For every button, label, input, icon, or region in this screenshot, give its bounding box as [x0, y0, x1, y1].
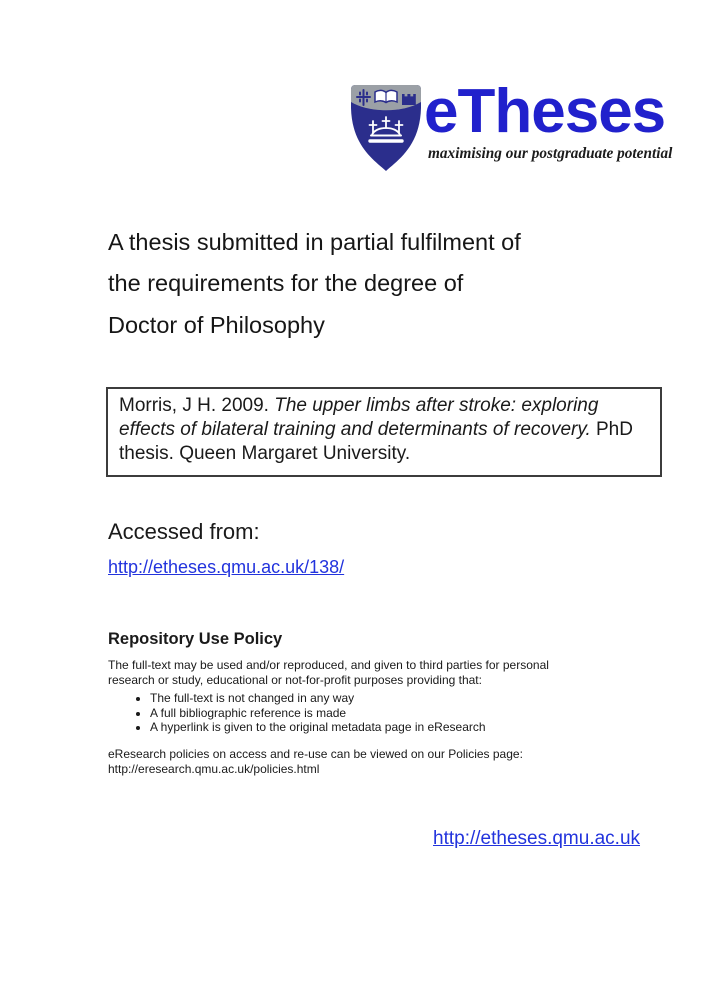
accessed-from-label: Accessed from:	[108, 519, 260, 544]
citation-title-part-1: The upper limbs after stroke: exploring	[274, 395, 599, 416]
thesis-degree-heading	[108, 222, 521, 346]
policy-footer-line-1: eResearch policies on access and re-use can be viewed on our Policies page:	[108, 747, 523, 761]
policy-intro-line-2: research or study, educational or not-for-profit purposes providing that:	[108, 673, 482, 688]
policy-bullet-2: • A full bibliographic reference is made	[150, 706, 580, 721]
citation-text	[119, 394, 660, 466]
policy-intro-line-1: The full-text may be used and/or reproduced, and given to third parties for personal	[108, 658, 549, 672]
policy-bullet-list	[108, 691, 580, 735]
castle-icon	[402, 94, 416, 105]
thesis-record-link[interactable]: http://etheses.qmu.ac.uk/138/	[108, 557, 345, 577]
citation-author-year: Morris, J H. 2009.	[119, 395, 275, 416]
university-shield-icon	[348, 82, 424, 172]
policy-bullet-1: • The full-text is not changed in any way	[150, 691, 580, 706]
heading-line-3: Doctor of Philosophy	[108, 311, 325, 338]
etheses-logo	[348, 77, 678, 172]
policy-intro-paragraph	[108, 658, 578, 688]
etheses-tagline: maximising our postgraduate potential	[428, 145, 673, 162]
etheses-wordmark: eTheses	[424, 77, 666, 146]
repository-policy-heading: Repository Use Policy	[108, 630, 283, 648]
open-book-icon	[375, 90, 397, 102]
etheses-site-link[interactable]: http://etheses.qmu.ac.uk	[433, 828, 641, 849]
heading-line-2: the requirements for the degree of	[108, 270, 464, 297]
citation-institution: thesis. Queen Margaret University.	[119, 443, 411, 464]
heading-line-1: A thesis submitted in partial fulfilment of	[108, 229, 521, 255]
policy-footer-url: http://eresearch.qmu.ac.uk/policies.html	[108, 762, 320, 777]
citation-title-part-2: effects of bilateral training and determinants of recovery.	[119, 419, 591, 440]
citation-type-part: PhD	[590, 419, 633, 440]
citation-box	[106, 387, 662, 477]
policy-footer-paragraph	[108, 747, 578, 777]
policy-bullet-3: • A hyperlink is given to the original metadata page in eResearch	[150, 720, 580, 735]
